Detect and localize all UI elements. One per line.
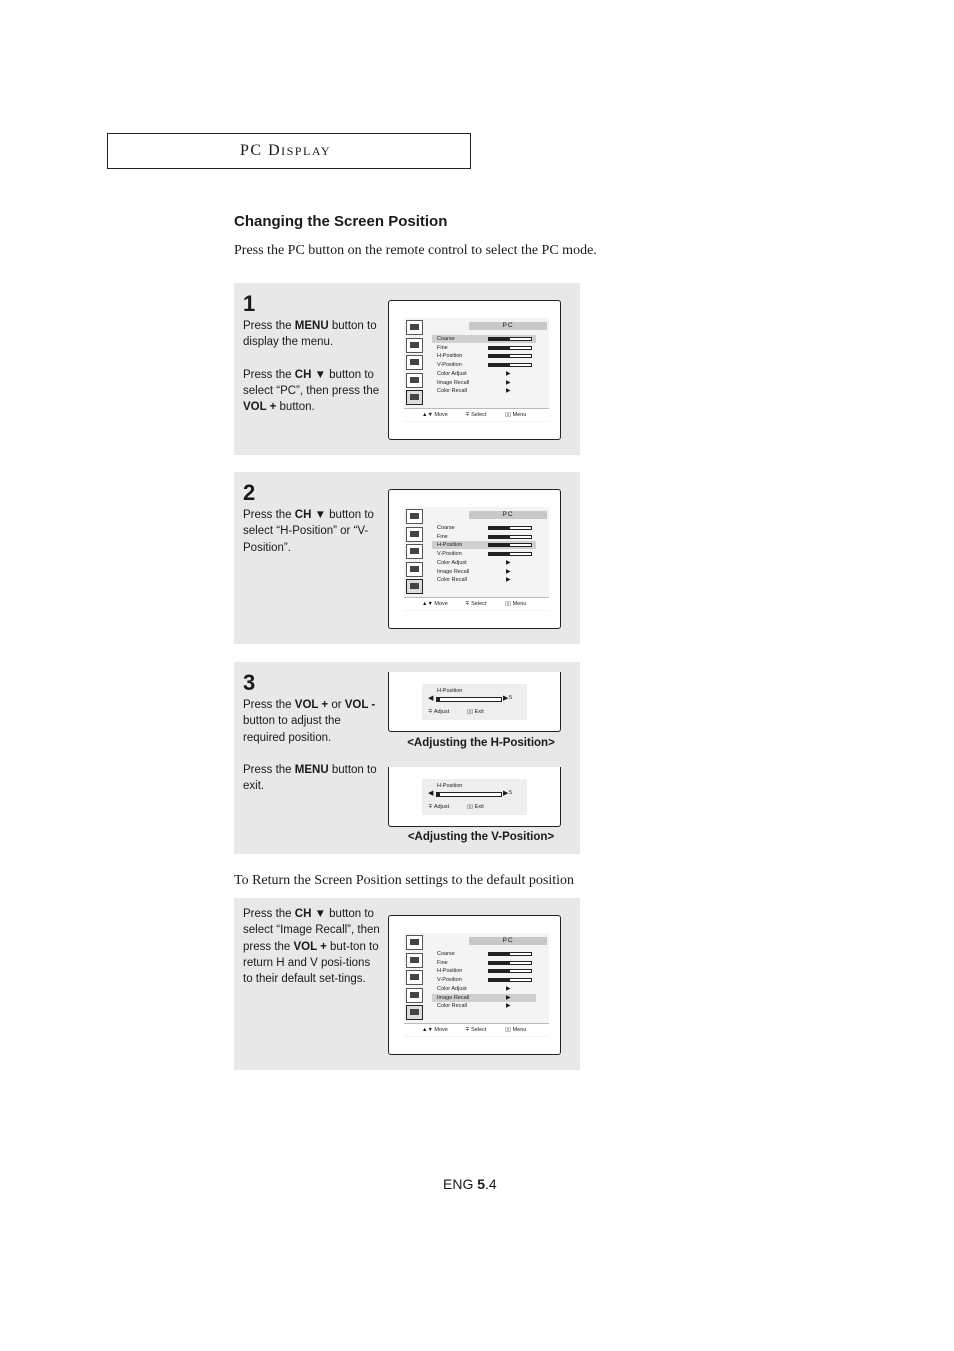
instr-text: button to exit. <box>243 764 377 793</box>
submenu-arrow-icon: ▶ <box>506 370 511 377</box>
osd-item-label: H-Position <box>437 353 463 360</box>
osd-menu-item[interactable] <box>432 379 536 387</box>
submenu-arrow-icon: ▶ <box>506 568 511 575</box>
osd-title-bar <box>469 937 547 945</box>
header-title-p: P <box>240 142 251 159</box>
picture-icon[interactable] <box>406 935 423 950</box>
osd-item-label: Image Recall <box>437 994 470 1001</box>
sound-icon[interactable] <box>406 338 423 353</box>
header-title-rest: ISPLAY <box>281 144 332 158</box>
adjust-hint: ∓ Adjust <box>428 709 450 715</box>
submenu-arrow-icon: ▶ <box>506 559 511 566</box>
osd-item-label: Color Recall <box>437 1003 467 1010</box>
osd-item-bar <box>488 337 532 341</box>
osd-item-bar <box>488 952 532 956</box>
osd-item-label: V-Position <box>437 362 462 369</box>
left-arrow-icon: ◀ <box>428 790 434 797</box>
instr-text: button. <box>276 401 315 414</box>
page-suffix: .4 <box>485 1176 497 1192</box>
step-1-panel <box>234 283 580 455</box>
osd-footer <box>404 597 549 610</box>
osd-title-bar <box>469 322 547 330</box>
step-3-panel <box>234 662 580 854</box>
channel-icon[interactable] <box>406 544 423 559</box>
v-position-caption: <Adjusting the V-Position> <box>407 831 555 843</box>
bar-fill <box>489 536 510 538</box>
step-2-panel <box>234 472 580 644</box>
osd-menu <box>404 507 549 611</box>
instr-text: button to select “PC”, then press the <box>243 368 380 398</box>
osd-footer <box>404 408 549 421</box>
osd-menu-item[interactable] <box>432 361 536 369</box>
instr-text: Press the <box>243 320 295 332</box>
osd-menu-item[interactable] <box>432 344 536 352</box>
osd-footer <box>404 1023 549 1036</box>
bar-fill <box>489 347 510 349</box>
osd-menu-item[interactable] <box>432 985 536 993</box>
tv-screen-h-adjust <box>388 672 561 732</box>
osd-item-bar <box>488 354 532 358</box>
osd-item-bar <box>488 961 532 965</box>
bar-fill <box>489 962 510 964</box>
osd-item-label: Image Recall <box>437 379 470 386</box>
osd-item-label: Fine <box>437 533 448 540</box>
osd-item-bar <box>488 526 532 530</box>
section-title: Changing the Screen Position <box>234 213 448 230</box>
osd-title: PC <box>502 937 514 944</box>
bar-fill <box>489 338 510 340</box>
bar-fill <box>489 970 510 972</box>
bar-fill <box>489 979 510 981</box>
instr-text: button to adjust the required position. <box>243 715 341 744</box>
return-section-text: To Return the Screen Position settings to the default position <box>234 873 575 888</box>
instr-key: VOL + <box>293 940 327 953</box>
instr-key: VOL - <box>344 699 376 711</box>
osd-item-bar <box>488 552 532 556</box>
osd-menu-item[interactable] <box>432 1002 536 1010</box>
instr-text: Press the <box>243 509 295 521</box>
osd-item-label: Color Adjust <box>437 985 467 992</box>
instr-text: button to select “H-Position” or “V-Position”. <box>243 509 374 554</box>
instr-text: Press the <box>243 908 295 920</box>
osd-footer-select: ∓ Select <box>465 1027 487 1033</box>
osd-menu-item[interactable] <box>432 550 536 558</box>
osd-item-label: Fine <box>437 959 448 966</box>
v-position-osd <box>422 779 527 815</box>
step-instruction <box>243 697 383 795</box>
submenu-arrow-icon: ▶ <box>506 1003 511 1010</box>
osd-item-label: V-Position <box>437 551 462 558</box>
osd-menu-item[interactable] <box>432 576 536 584</box>
submenu-arrow-icon: ▶ <box>506 985 511 992</box>
channel-icon[interactable] <box>406 970 423 985</box>
pc-icon[interactable] <box>406 579 423 594</box>
step-instruction <box>243 318 383 416</box>
setup-icon[interactable] <box>406 988 423 1003</box>
bar-fill <box>489 553 510 555</box>
osd-item-label: H-Position <box>437 968 463 975</box>
submenu-arrow-icon: ▶ <box>506 577 511 584</box>
osd-item-bar <box>488 969 532 973</box>
submenu-arrow-icon: ▶ <box>506 388 511 395</box>
bar-fill <box>437 793 440 796</box>
osd-title: PC <box>502 322 514 329</box>
submenu-arrow-icon: ▶ <box>506 994 511 1001</box>
bar-fill <box>489 527 510 529</box>
instr-text: Press the <box>243 368 295 381</box>
exit-hint: ▯▯ Exit <box>467 804 484 810</box>
osd-item-label: H-Position <box>437 542 463 549</box>
step-instruction <box>243 906 381 987</box>
osd-label: H-Position <box>437 688 463 694</box>
header-title-c: C <box>250 142 263 159</box>
picture-icon[interactable] <box>406 509 423 524</box>
sound-icon[interactable] <box>406 953 423 968</box>
instr-key: CH ▼ <box>294 368 326 381</box>
instr-key: CH ▼ <box>294 509 326 521</box>
intro-text: Press the PC button on the remote control to select the PC mode. <box>234 243 597 258</box>
osd-title: PC <box>502 511 514 518</box>
right-arrow-icon: ▶ <box>503 790 509 797</box>
osd-menu-item[interactable] <box>432 976 536 984</box>
left-arrow-icon: ◀ <box>428 695 434 702</box>
page-chapter: 5 <box>477 1176 486 1192</box>
osd-footer-menu: ▯▯ Menu <box>505 601 527 607</box>
osd-menu-item[interactable] <box>432 568 536 576</box>
osd-item-bar <box>488 535 532 539</box>
osd-footer-move: ▲▼ Move <box>422 601 448 607</box>
instr-key: CH ▼ <box>294 908 326 920</box>
pc-icon[interactable] <box>406 1005 423 1020</box>
osd-title-bar <box>469 511 547 519</box>
osd-menu-item[interactable] <box>432 370 536 378</box>
instr-text: but-ton to return H and V posi-tions to their default set-tings. <box>243 940 379 986</box>
instr-key: VOL + <box>243 401 277 414</box>
instr-text: button to select “Image Recall”, then press the <box>243 908 380 953</box>
osd-item-label: Image Recall <box>437 568 470 575</box>
osd-footer-move: ▲▼ Move <box>422 1027 448 1033</box>
instr-key: VOL + <box>294 699 329 711</box>
step-instruction <box>243 507 383 556</box>
osd-menu-item[interactable] <box>432 352 536 360</box>
instr-text: Press the <box>243 699 295 711</box>
bar-fill <box>489 355 510 357</box>
osd-item-label: Coarse <box>437 336 455 342</box>
osd-menu-item[interactable] <box>432 524 536 532</box>
return-panel <box>234 898 580 1070</box>
setup-icon[interactable] <box>406 562 423 577</box>
h-position-caption: <Adjusting the H-Position> <box>407 737 555 749</box>
osd-footer-select: ∓ Select <box>465 412 487 418</box>
osd-footer-menu: ▯▯ Menu <box>505 1027 527 1033</box>
h-position-osd <box>422 684 527 720</box>
h-position-bar[interactable] <box>436 697 502 702</box>
step-number: 3 <box>243 670 256 695</box>
exit-hint: ▯▯ Exit <box>467 709 484 715</box>
section-header-box <box>107 133 471 169</box>
section-header-title <box>240 134 331 168</box>
setup-icon[interactable] <box>406 373 423 388</box>
pc-icon[interactable] <box>406 390 423 405</box>
instr-text: Press the <box>243 764 295 777</box>
osd-item-bar <box>488 363 532 367</box>
osd-menu-item[interactable] <box>432 959 536 967</box>
osd-menu <box>404 933 549 1037</box>
instr-key: MENU <box>294 320 329 332</box>
v-position-value: 5 <box>509 790 513 796</box>
osd-menu-item[interactable] <box>432 967 536 975</box>
osd-item-bar <box>488 543 532 547</box>
osd-menu <box>404 318 549 422</box>
osd-item-label: Color Recall <box>437 388 467 395</box>
osd-item-label: Color Adjust <box>437 370 467 377</box>
step-number: 2 <box>243 480 256 505</box>
osd-menu-item[interactable] <box>432 533 536 541</box>
osd-label: H-Position <box>437 783 463 789</box>
adjust-hint: ∓ Adjust <box>428 804 450 810</box>
h-position-value: 5 <box>509 695 513 701</box>
submenu-arrow-icon: ▶ <box>506 379 511 386</box>
bar-fill <box>489 364 510 366</box>
osd-menu-item[interactable] <box>432 387 536 395</box>
osd-menu-item[interactable] <box>432 541 536 549</box>
channel-icon[interactable] <box>406 355 423 370</box>
osd-item-bar <box>488 978 532 982</box>
tv-screen <box>388 489 561 629</box>
osd-item-label: Color Recall <box>437 577 467 584</box>
instr-text: button to display the menu. <box>243 320 377 349</box>
osd-item-label: Coarse <box>437 951 455 957</box>
sound-icon[interactable] <box>406 527 423 542</box>
osd-item-label: Color Adjust <box>437 559 467 566</box>
osd-menu-item[interactable] <box>432 994 536 1002</box>
osd-menu-item[interactable] <box>432 335 536 343</box>
osd-item-label: V-Position <box>437 977 462 984</box>
bar-fill <box>489 544 510 546</box>
osd-footer-menu: ▯▯ Menu <box>505 412 527 418</box>
osd-footer-select: ∓ Select <box>465 601 487 607</box>
tv-screen-v-adjust <box>388 767 561 827</box>
page-prefix: ENG <box>443 1176 478 1192</box>
osd-menu-item[interactable] <box>432 559 536 567</box>
right-arrow-icon: ▶ <box>503 695 509 702</box>
osd-menu-item[interactable] <box>432 950 536 958</box>
instr-text: or <box>328 699 345 711</box>
osd-item-label: Fine <box>437 344 448 351</box>
bar-fill <box>489 953 510 955</box>
v-position-bar[interactable] <box>436 792 502 797</box>
tv-screen <box>388 300 561 440</box>
step-number: 1 <box>243 291 256 316</box>
osd-footer-move: ▲▼ Move <box>422 412 448 418</box>
header-title-d: D <box>268 142 282 159</box>
osd-item-label: Coarse <box>437 525 455 531</box>
bar-fill <box>437 698 440 701</box>
instr-key: MENU <box>294 764 329 777</box>
page-number <box>443 1176 497 1192</box>
osd-item-bar <box>488 346 532 350</box>
picture-icon[interactable] <box>406 320 423 335</box>
tv-screen <box>388 915 561 1055</box>
